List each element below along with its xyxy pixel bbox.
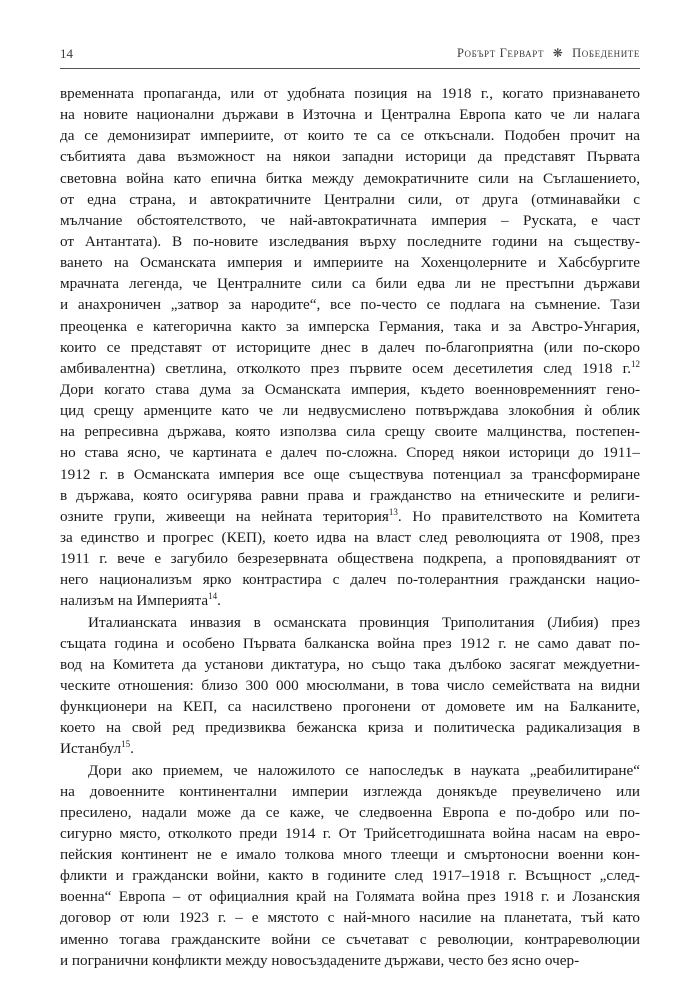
line-text: Истанбул [60,740,122,758]
line-text: което на свой ред предизвиква бежанска криза и политическа радикализация в [60,719,640,737]
text-line [60,231,640,252]
line-text: фликти и граждански войни, както в годините след 1917–1918 г. Всъщност „след- [60,867,640,885]
text-line [60,252,640,273]
text-line [60,929,640,950]
footnote-marker[interactable]: 14 [208,591,218,602]
paragraph [60,760,640,971]
text-line [60,760,640,781]
text-line [60,823,640,844]
text-line [60,168,640,189]
line-text: Дори когато става дума за Османската империя, където военновременният гено- [60,380,640,398]
text-line [60,886,640,907]
running-head-title: Победените [572,46,640,60]
line-text: него национализъм ярко контрастира с далеч по-толерантния граждански нацио- [60,571,640,589]
text-line [60,781,640,802]
text-line [60,590,640,611]
footnote-marker[interactable]: 12 [631,358,640,369]
text-line [60,104,640,125]
text-line [60,358,640,379]
footnote-marker[interactable]: 15 [121,739,131,750]
line-text: на довоенните континентални империи изглежда донякъде преувеличено или [60,782,640,800]
text-line [60,696,640,717]
line-text: мрачната легенда, че Централните сили са били едва ли не престъпни държави [60,275,640,293]
text-line [60,400,640,421]
text-line [60,210,640,231]
text-line [60,844,640,865]
text-line [60,506,640,527]
line-text: договор от юли 1923 г. – е мястото с най-много насилие на планетата, тъй като [60,909,640,927]
line-text: които се представят от историците днес в далеч по-благоприятна (или по-скоро [60,338,640,356]
line-text: функционери на КЕП, са насилствено прогонени от домовете им на Балканите, [60,698,640,716]
flower-ornament-icon: ❋ [552,46,564,60]
line-text: същата година и особено Първата балканска война през 1912 г. не само дават по- [60,634,640,652]
line-text: амбивалентна) светлина, отколкото през първите осем десетилетия след 1918 г. [60,359,631,377]
page-header [60,44,640,68]
line-text: пресилено, надали може да се каже, че следвоенна Европа е по-добро или по- [60,803,640,821]
text-line [60,125,640,146]
line-text: събитията дава възможност на някои западни историци да представят Първата [60,148,640,166]
text-line [60,675,640,696]
text-line [60,273,640,294]
line-text: от Антантата). В по-новите изследвания върху последните години на съществу- [60,232,640,250]
text-line [60,907,640,928]
text-line [60,442,640,463]
text-line [60,316,640,337]
text-line [60,950,640,971]
line-text: но става ясно, че картината е далеч по-сложна. Според някои историци до 1911– [60,444,640,462]
line-text: ването на Османската империя и империите на Хохенцолерните и Хабсбургите [60,254,640,272]
text-line [60,379,640,400]
header-rule [60,68,640,69]
line-tail-text: . Но правителството на Комитета [397,507,641,525]
text-line [60,337,640,358]
text-line [60,294,640,315]
running-head-author: Робърт Герварт [457,46,545,60]
line-text: именно тогава гражданските войни се съчетават с революции, контрареволюции [60,930,640,948]
line-text: 1911 г. вече е загубило безрезервната обществена подкрепа, а проповядваният от [60,550,640,568]
page-number: 14 [60,46,73,61]
text-line [60,802,640,823]
line-text: озните групи, живеещи на нейната територия [60,507,389,525]
text-line [60,569,640,590]
text-line [60,738,640,759]
line-text: в държава, която осигурява равни права и гражданство на етническите и религи- [60,486,640,504]
line-text: и погранични конфликти между новосъздадените държави, често без ясно очер- [60,951,580,969]
line-text: цид срещу арменците като че ли недвусмислено потвърждава злокобния ѝ облик [60,402,640,420]
text-line [60,527,640,548]
text-line [60,83,640,104]
text-line [60,717,640,738]
text-line [60,612,640,633]
line-text: световна война като епична битка между демократичните сили на Съглашението, [60,169,640,187]
line-text: Дори ако приемем, че наложилото се напоследък в науката „реабилитиране“ [88,761,640,779]
line-text: Италианската инвазия в османската провинция Триполитания (Либия) през [88,613,640,631]
text-line [60,485,640,506]
paragraph [60,612,640,760]
line-text: на новите национални държави в Източна и Централна Европа като че ли налага [60,106,640,124]
paragraph [60,83,640,612]
line-text: за единство и прогрес (КЕП), което идва на власт след революцията от 1908, през [60,528,640,546]
text-line [60,865,640,886]
text-line [60,654,640,675]
line-tail-text: . [130,740,134,758]
line-text: да се демонизират империите, от които те са се откъснали. Подобен прочит на [60,127,640,145]
text-line [60,633,640,654]
line-text: и анахроничен „затвор за народите“, все по-често се подлага на съмнение. Тази [60,296,640,314]
line-text: 1912 г. в Османската империя все още съществува потенциал за трансформиране [60,465,640,483]
line-tail-text: . [217,592,221,610]
line-text: пейския континент не е имало толкова много тлеещи и смъртоносни военни кон- [60,846,640,864]
running-head [457,46,640,61]
footnote-marker[interactable]: 13 [388,506,398,517]
body-text [60,83,640,971]
line-text: сигурно място, отколкото преди 1914 г. От Трийсетгодишната война насам на евро- [60,824,640,842]
text-line [60,146,640,167]
line-text: ческите отношения: близо 300 000 мюсюлмани, в това число семействата на видни [60,676,640,694]
text-line [60,421,640,442]
line-text: вод на Комитета да установи диктатура, но също така дълбоко засягат междуетни- [60,655,640,673]
line-text: преоценка е категорична както за имперска Германия, така и за Австро-Унгария, [60,317,640,335]
line-text: временната пропаганда, или от удобната позиция на 1918 г., когато признаването [60,85,640,102]
text-line [60,548,640,569]
line-text: нализъм на Империята [60,592,209,610]
line-text: на репресивна държава, която използва сила срещу своите малцинства, постепен- [60,423,640,441]
line-text: от една страна, и автократичните Централни сили, от друга (отминавайки с [60,190,640,208]
line-text: мълчание обстоятелството, че най-автократичната империя – Руската, е част [60,211,640,229]
text-line [60,464,640,485]
line-text: военна“ Европа – от официалния край на Голямата война през 1918 г. и Лозанския [60,888,640,906]
text-line [60,189,640,210]
